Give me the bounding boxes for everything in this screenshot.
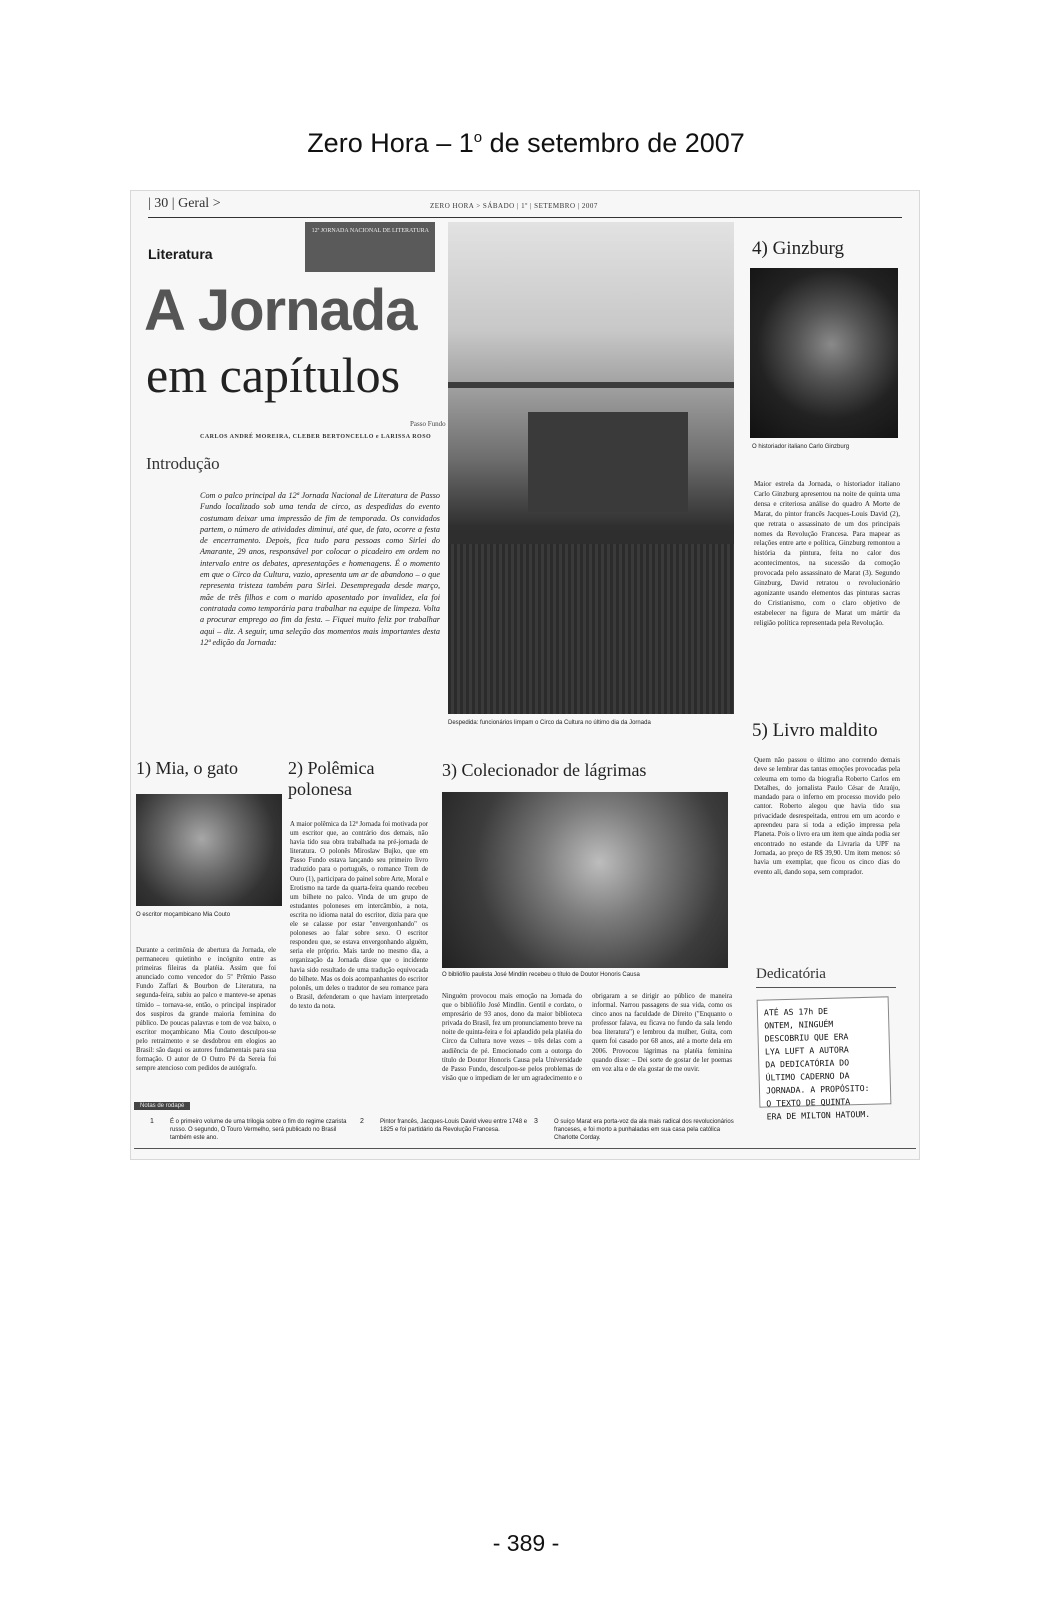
- bottom-rule: [134, 1148, 916, 1149]
- stage-shape: [528, 412, 688, 512]
- livro-heading: 5) Livro maldito: [752, 720, 878, 741]
- mindlin-photo: [442, 792, 728, 968]
- footnote-number: 3: [534, 1118, 538, 1125]
- note-line: JORNADA. A PROPÓSITO:: [765, 1082, 870, 1096]
- note-line: ATÉ AS 17h DE: [763, 1005, 829, 1018]
- mia-couto-photo: [136, 794, 282, 906]
- dedicatoria-rule: [756, 987, 896, 988]
- footnote-text: Pintor francês, Jacques-Louis David viveu entre 1748 e 1825 e foi partidário da Revolução Francesa.: [380, 1119, 528, 1133]
- ginzburg-heading: 4) Ginzburg: [752, 238, 844, 259]
- stage-truss-shape: [448, 382, 734, 388]
- polemica-heading: 2) Polêmica polonesa: [288, 758, 375, 799]
- footnote-number: 2: [360, 1118, 364, 1125]
- note-line: ONTEM, NINGUÉM: [764, 1018, 834, 1031]
- page-caption: Zero Hora – 1$^o$ de setembro de 2007: [307, 128, 745, 158]
- clipping-masthead: ZERO HORA > SÁBADO | 1º | SETEMBRO | 2007: [430, 202, 598, 210]
- note-line: ERA DE MILTON HATOUM.: [766, 1108, 871, 1122]
- note-line: ÚLTIMO CADERNO DA: [765, 1070, 850, 1083]
- note-line: DESCOBRIU QUE ERA: [764, 1031, 849, 1044]
- newspaper-clipping: [130, 190, 920, 1160]
- note-line: DA DEDICATÓRIA DO: [765, 1057, 850, 1070]
- mia-heading: 1) Mia, o gato: [136, 758, 238, 778]
- note-line: O TEXTO DE QUINTA: [766, 1096, 851, 1109]
- main-photo-caption: Despedida: funcionários limpam o Circo da Cultura no último dia da Jornada: [448, 720, 651, 726]
- ginzburg-caption: O historiador italiano Carlo Ginzburg: [752, 444, 850, 450]
- mia-caption: O escritor moçambicano Mia Couto: [136, 912, 231, 918]
- colecionador-heading: 3) Colecionador de lágrimas: [442, 760, 647, 780]
- footnote-text: O suíço Marat era porta-voz da ala mais radical dos revolucionários franceses, e foi morto a punhaladas em sua casa pela católica Charlotte Corday.: [554, 1119, 734, 1141]
- byline: CARLOS ANDRÉ MOREIRA, CLEBER BERTONCELLO e LARISSA ROSO: [200, 434, 432, 440]
- header-rule: [148, 217, 902, 218]
- page-number: - 389 -: [492, 1530, 560, 1556]
- footnote-number: 1: [150, 1118, 154, 1125]
- mindlin-caption: O bibliófilo paulista José Mindlin recebeu o título de Doutor Honoris Causa: [442, 972, 640, 978]
- dedicatoria-heading: Dedicatória: [756, 966, 826, 982]
- section-label: Literatura: [148, 246, 213, 262]
- dateline-place: Passo Fundo: [410, 420, 446, 428]
- polemica-text: A maior polêmica da 12ª Jornada foi motivada por um escritor que, ao contrário dos demais, não havia tido sua obra trabalhada na pré-jornada de literatura. O polonês Miroslaw Bujko, que em Passo Fundo estava lançando seu primeiro livro traduzido para o português, o romance Trem de Ouro (1), participara do painel sobre Arte, Moral e Erotismo na tarde da quarta-feira quando recebeu um bilhete no palco. Vinda de um grupo de estudantes poloneses em intercâmbio, a nota, escrita no idioma natal do escritor, dizia para que ele se calasse por estar "envergonhando" os poloneses ao falar sobre sexo. O escritor respondeu que, se estava envergonhando alguém, seria ele próprio. Mais tarde no mesmo dia, a organização da Jornada disse que o incidente havia sido resultado de uma tradução equivocada do bilhete. Mas os dois acompanhantes do escritor polonês, um deles o tradutor de seu romance para o Brasil, defenderam o que haviam interpretado do texto da nota.: [290, 821, 428, 1010]
- footnote-text: É o primeiro volume de uma trilogia sobre o fim do regime czarista russo. O segundo, O Touro Vermelho, será publicado no Brasil também este ano.: [170, 1119, 347, 1141]
- footnotes-label: Notas de rodapé: [134, 1102, 190, 1110]
- livro-text: Quem não passou o último ano correndo demais deve se lembrar das tantas emoções provocadas pela celeuma em torno da biografia Roberto Carlos em Detalhes, do jornalista Paulo César de Araújo, mandado para o inferno em processo movido pelo cantor. Roberto alegou que havia tido sua privacidade desrespeitada, entrou em um acordo e apreendeu para si toda a edição impressa pela Planeta. Pois o livro era um item que ainda podia ser encontrado no estande da Livraria da UPF na Jornada, ao preço de R$ 39,90. Um item menos: só havia um exemplar, que ficou os cinco dias do evento ali, dando sopa, sem comprador.: [754, 757, 900, 876]
- ginzburg-photo: [750, 268, 898, 438]
- ground-shape: [448, 544, 734, 714]
- mia-text: Durante a cerimônia de abertura da Jornada, ele permaneceu quietinho e incógnito entre as primeiras fileiras da platéia. Assim que foi anunciado como vencedor do 5º Prêmio Passo Fundo Zaffari & Bourbon de Literatura, na segunda-feira, subiu ao palco e manteve-se apenas tímido – tornava-se, então, o principal inspirador dos suspiros da grande maioria feminina do público. De poucas palavras e tom de voz baixo, o escritor moçambicano Mia Couto desculpou-se pelo retraimento e se desdobrou em elogios ao Brasil: são daqui os autores fundamentais para sua formação. O autor de O Outro Pé da Sereia foi sempre atencioso com pedidos de autógrafo.: [136, 947, 276, 1073]
- note-line: LYA LUFT A AUTORA: [764, 1044, 849, 1057]
- colecionador-text: Ninguém provocou mais emoção na Jornada do que o bibliófilo José Mindlin. Gentil e cordato, o empresário de 93 anos, dono da maior biblioteca privada do Brasil, fez um pronunciamento breve na noite de quinta-feira e foi aplaudido pela platéia do Circo da Cultura nove vezes – três delas com a audiência de pé. Emocionado com a outorga do título de Doutor Honoris Causa pela Universidade de Passo Fundo, desculpou-se pelos problemas de visão que o impediam de ler um agradecimento e o obrigaram a se dirigir ao público de maneira informal. Narrou passagens de sua vida, como os cinco anos na faculdade de Direito ("Enquanto o professor falava, eu ficava no fundo da sala lendo boa literatura") e lembrou da mulher, Guita, com quem foi casado por 68 anos, até a morte dela em 2006. Provocou lágrimas na platéia feminina quando disse: – Dei sorte de gostar de ler poemas em voz alta e de ela gostar de me ouvir.: [442, 993, 732, 1082]
- ginzburg-text: Maior estrela da Jornada, o historiador italiano Carlo Ginzburg apresentou na noite de quinta uma densa e criteriosa análise do quadro A Morte de Marat, do pintor francês Jacques-Louis David (2), que retrata o assassinato de um dos principais nomes da Revolução Francesa. Para mapear as relações entre arte e política, Ginzburg remontou a história da pintura, feita no calor dos acontecimentos, na sucessão da comoção provocada pelo assassinato de Marat (3). Segundo Ginzburg, David retratou o revolucionário agonizante usando elementos das pinturas sacras do Cristianismo, com o claro objetivo de estabelecer na figura de Marat um mártir da religião política representada pela Revolução.: [754, 480, 900, 627]
- intro-heading: Introdução: [146, 454, 220, 473]
- headline-line-2: em capítulos: [146, 347, 401, 403]
- event-badge: 12ª JORNADA NACIONAL DE LITERATURA: [305, 222, 435, 272]
- headline-line-1: A Jornada: [144, 278, 417, 343]
- clipping-page-header: | 30 | Geral >: [148, 196, 221, 211]
- intro-text: Com o palco principal da 12ª Jornada Nacional de Literatura de Passo Fundo localizado sob uma tenda de circo, as despedidas do evento costumam deixar uma impressão de fim de temporada. Os convidados partem, o número de atividades diminui, até que, de fato, ocorre a festa de encerramento. Depois, fica tudo para pessoas como Sirlei do Amarante, 29 anos, responsável por colocar o picadeiro em ordem no intervalo entre os debates, apresentações e homenagens. É o momento em que o Circo da Cultura, vazio, apresenta um ar de abandono – o que representa tristeza também para Sirlei. Desempregada desde março, mãe de três filhos e com o marido aposentado por invalidez, ela foi contratada como temporária para trabalhar na equipe de limpeza. Volta a procurar emprego ao fim da festa. – Fiquei muito feliz por trabalhar aqui – diz. A seguir, uma seleção dos momentos mais importantes desta 12ª edição da Jornada:: [200, 491, 440, 647]
- handwritten-note: [757, 996, 892, 1122]
- circus-tent-photo: [448, 222, 734, 714]
